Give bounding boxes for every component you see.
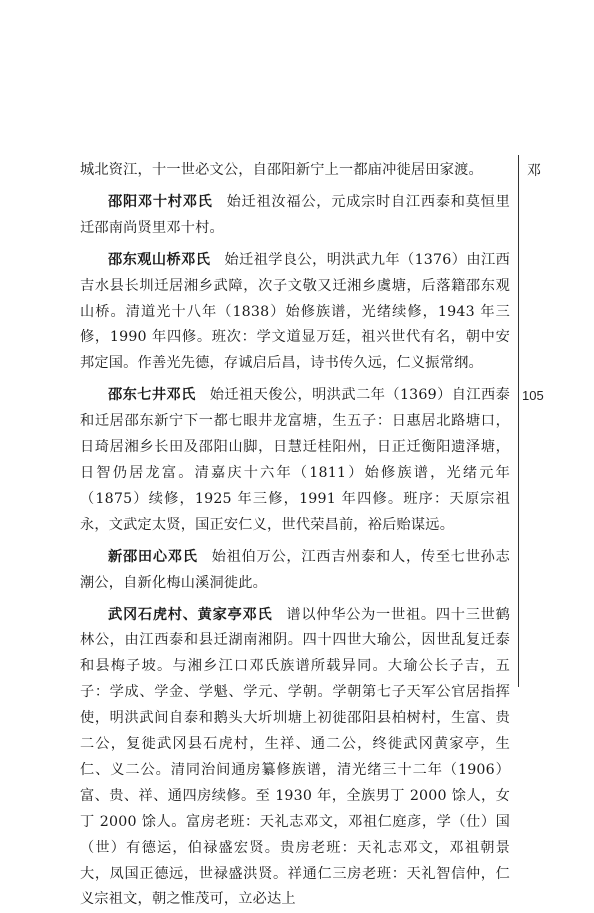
paragraph-wugang-shihucun — [80, 603, 510, 913]
clan-heading: 邵东七井邓氏 — [108, 387, 196, 403]
paragraph-text: 始迁祖天俊公，明洪武二年（1369）自江西泰和迁居邵东新宁下一都七眼井龙富塘，生五子：日惠居北路塘口，日琦居湘乡长田及邵阳山脚，日慧迁桂阳州，日正迁衡阳遗泽塘，日智仍居龙富。清嘉庆十六年（1811）始修族谱，光绪元年（1875）续修，1925 年三修，1991 年四修。班序：天原宗祖永，文武定太贤，国正安仁义，世代荣昌前，裕后贻谋远。 — [80, 387, 510, 533]
clan-heading: 新邵田心邓氏 — [108, 549, 198, 565]
paragraph-text: 始迁祖学良公，明洪武九年（1376）由江西吉水县长圳迁居湘乡武障，次子文敬又迁湘乡虞塘，后落籍邵东观山桥。清道光十八年（1838）始修族谱，光绪续修，1943 年三修，1990 年四修。班次：学文道显万廷，祖兴世代有名，朝中安邦定国。作善光先德，存诚启后昌，诗书传久远，仁义振常纲。 — [80, 252, 510, 372]
paragraph-shaoyang-dengshicun — [80, 190, 510, 242]
paragraph-shaodong-qijing — [80, 383, 510, 538]
clan-heading: 邵东观山桥邓氏 — [108, 252, 210, 268]
paragraph-xinshao-tianxin — [80, 545, 510, 597]
paragraph-shaodong-guanshanqiao — [80, 248, 510, 378]
margin-rule — [518, 155, 519, 687]
clan-heading: 邵阳邓十村邓氏 — [108, 194, 213, 210]
body-text — [80, 158, 510, 913]
page-number: 105 — [522, 388, 544, 403]
paragraph-text: 谱以仲华公为一世祖。四十三世鹤林公，由江西泰和县迁湖南湘阴。四十四世大瑜公，因世乱复迁泰和县梅子坡。与湘乡江口邓氏族谱所载异同。大瑜公长子吉，五子：学成、学金、学魁、学元、学朝。学朝第七子天军公官居指挥使，明洪武间自泰和鹅头大圻圳塘上初徙邵阳县柏树村，生富、贵二公，复徙武冈县石虎村，生祥、通二公，终徙武冈黄家亭，生仁、义二公。清同治间通房纂修族谱，清光绪三十二年（1906）富、贵、祥、通四房续修。至 1930 年，全族男丁 2000 馀人，女丁 2000 馀人。富房老班：天礼志邓文，邓祖仁庭彦，学（仕）国（世）有德运，伯禄盛宏贤。贵房老班：天礼志邓文，邓祖朝景大，凤国正德远，世禄盛洪贤。祥通仁三房老班：天礼智信仲，仁义宗祖文，朝之惟茂可，立必达上 — [80, 607, 510, 908]
clan-heading: 武冈石虎村、黄家亭邓氏 — [108, 607, 272, 623]
paragraph-continuation — [80, 158, 510, 184]
running-head: 邓 — [527, 160, 541, 180]
paragraph-text: 始祖伯万公，江西吉州泰和人，传至七世孙志潮公，自新化梅山溪洞徙此。 — [80, 549, 510, 591]
paragraph-text: 城北资江，十一世必文公，自邵阳新宁上一都庙冲徙居田家渡。 — [80, 162, 483, 178]
paragraph-text: 始迁祖汝福公，元成宗时自江西泰和莫恒里迁邵南尚贤里邓十村。 — [80, 194, 510, 236]
